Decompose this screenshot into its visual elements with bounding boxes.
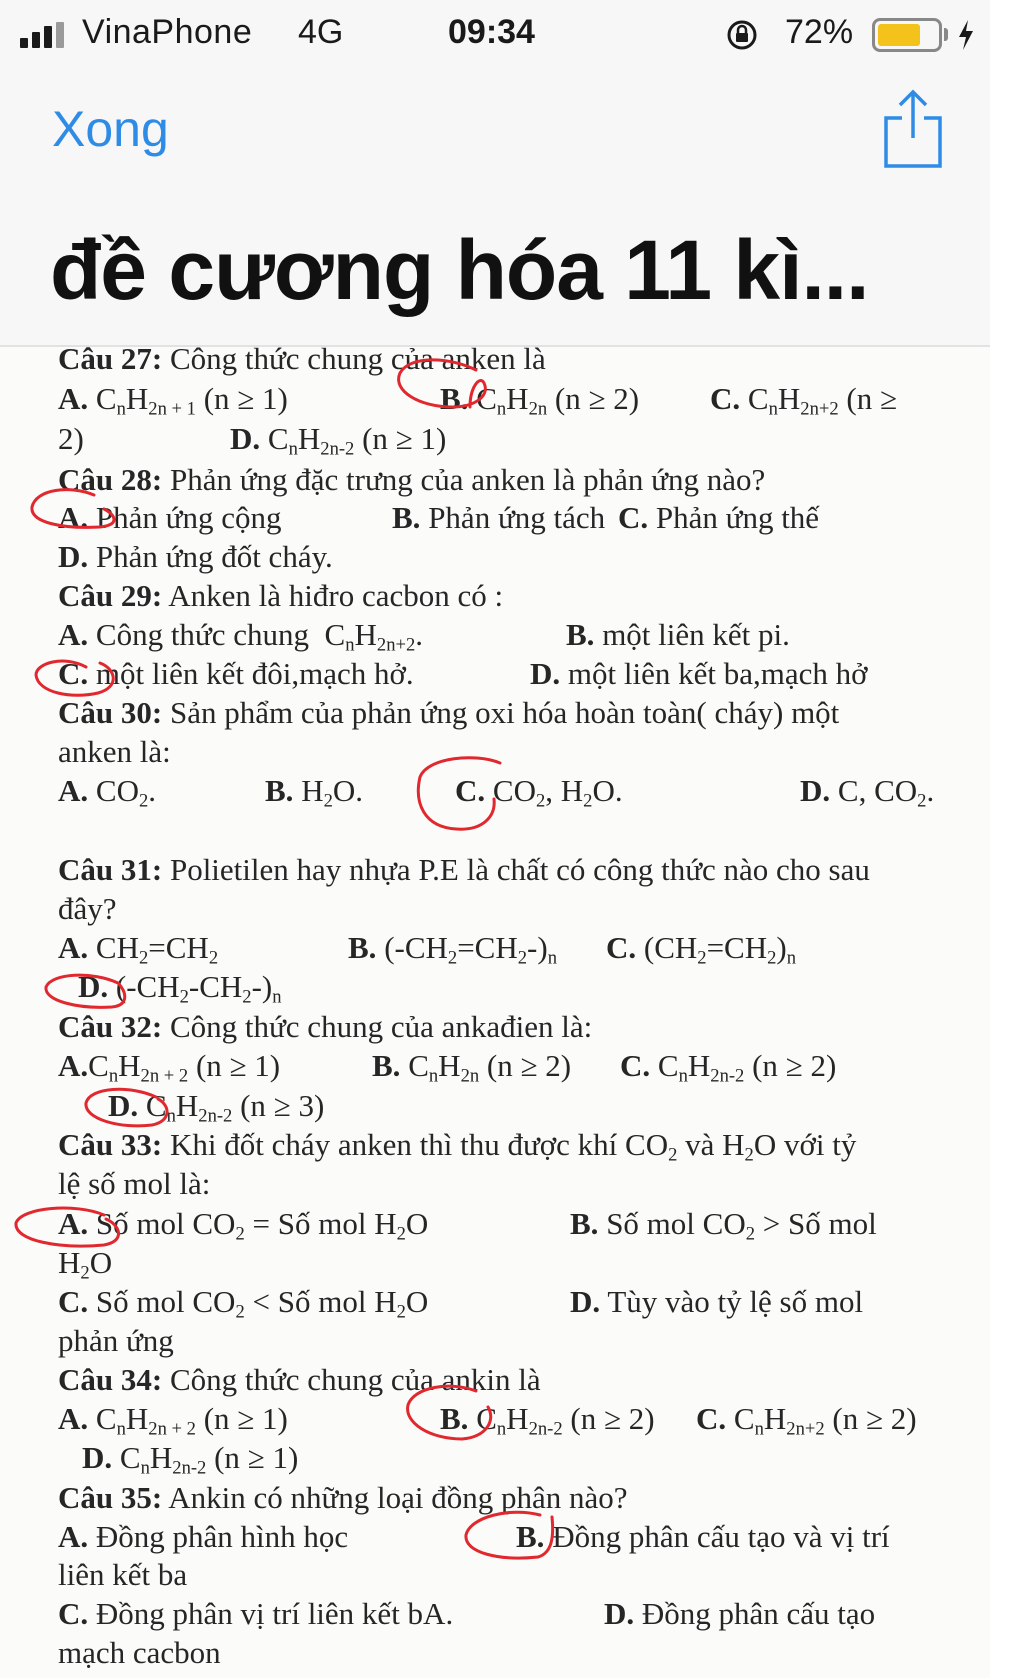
- share-icon[interactable]: [880, 86, 946, 172]
- q27-option-d: D. $C_nH_{2n-2}$ (n ≥ 1): [230, 421, 447, 460]
- question-34: Câu 34: Công thức chung của ankin là: [58, 1362, 541, 1397]
- q34-option-d: D. $C_nH_{2n-2}$ (n ≥ 1): [82, 1440, 299, 1479]
- screen-edge: [990, 0, 1024, 1678]
- q33-option-b: B. Số mol $CO_2$ > Số mol: [570, 1206, 877, 1245]
- q33-option-d-cont: phản ứng: [58, 1323, 174, 1358]
- q28-option-d: D. Phản ứng đốt cháy.: [58, 539, 333, 574]
- q35-option-b-cont: liên kết ba: [58, 1557, 188, 1592]
- q28-option-a: A. Phản ứng cộng: [58, 500, 282, 535]
- question-30: Câu 30: Sản phẩm của phản ứng oxi hóa hoàn toàn( cháy) một: [58, 695, 840, 730]
- q27-option-c: C. $C_nH_{2n+2}$ (n ≥: [710, 381, 897, 420]
- q35-option-d-cont: mạch cacbon: [58, 1635, 221, 1670]
- battery-percent: 72%: [785, 13, 854, 51]
- q27-option-a: A. $C_nH_{2n + 1}$ (n ≥ 1): [58, 381, 288, 420]
- question-33-cont: lệ số mol là:: [58, 1166, 211, 1201]
- q35-option-d: D. Đồng phân cấu tạo: [604, 1596, 876, 1631]
- page-title: đề cương hóa 11 kì...: [50, 223, 869, 317]
- rotation-lock-icon: [725, 18, 759, 52]
- q29-option-d: D. một liên kết ba,mạch hở: [530, 656, 868, 691]
- charging-bolt-icon: [956, 18, 976, 52]
- q34-option-a: A. $C_nH_{2n + 2}$ (n ≥ 1): [58, 1401, 288, 1440]
- question-27: Câu 27: Công thức chung của anken là: [58, 347, 546, 376]
- q28-option-b: B. Phản ứng tách: [392, 500, 606, 535]
- question-29: Câu 29: Anken là hiđro cacbon có :: [58, 578, 504, 613]
- status-bar: [0, 0, 990, 70]
- q35-option-b: B. Đồng phân cấu tạo và vị trí: [516, 1519, 890, 1554]
- q31-option-b: B. $(-CH_2=CH_2-)_n$: [348, 930, 557, 969]
- q30-option-c: C. $CO_2$, $H_2O$.: [455, 773, 623, 812]
- q31-option-c: C. $(CH_2=CH_2)_n$: [606, 930, 797, 969]
- q32-option-a: $A.C_nH_{2n + 2}$ (n ≥ 1): [58, 1048, 281, 1087]
- q33-option-d: D. Tùy vào tỷ lệ số mol: [570, 1284, 864, 1319]
- question-32: Câu 32: Công thức chung của ankađien là:: [58, 1009, 593, 1044]
- q27-option-b: B. $C_nH_{2n}$ (n ≥ 2): [440, 381, 640, 420]
- q31-option-d: D. $(-CH_2-CH_2-)_n$: [78, 969, 282, 1008]
- q27-option-c-cont: 2): [58, 421, 84, 456]
- network-type: 4G: [298, 13, 344, 51]
- q29-option-b: B. một liên kết pi.: [566, 617, 790, 652]
- q33-option-c: C. Số mol $CO_2$ < Số mol $H_2O$: [58, 1284, 429, 1323]
- question-31-cont: đây?: [58, 891, 117, 926]
- q30-option-a: A. $CO_2$.: [58, 773, 157, 812]
- question-35: Câu 35: Ankin có những loại đồng phân nào?: [58, 1480, 628, 1515]
- q32-option-c: C. $C_nH_{2n-2}$ (n ≥ 2): [620, 1048, 837, 1087]
- q35-option-a: A. Đồng phân hình học: [58, 1519, 349, 1554]
- battery-tip: [944, 28, 948, 41]
- signal-icon: [20, 22, 68, 48]
- q30-option-d: D. C, $CO_2$.: [800, 773, 935, 812]
- q30-option-b: B. $H_2O$.: [265, 773, 364, 812]
- q34-option-c: C. $C_nH_{2n+2}$ (n ≥ 2): [696, 1401, 917, 1440]
- question-30-cont: anken là:: [58, 734, 171, 769]
- q32-option-d: D. $C_nH_{2n-2}$ (n ≥ 3): [108, 1088, 325, 1127]
- q29-option-c: C. một liên kết đôi,mạch hở.: [58, 656, 414, 691]
- clock: 09:34: [448, 13, 535, 51]
- q35-option-c: C. Đồng phân vị trí liên kết bA.: [58, 1596, 454, 1631]
- q34-option-b: B. $C_nH_{2n-2}$ (n ≥ 2): [440, 1401, 655, 1440]
- document-viewer[interactable]: [0, 347, 990, 1678]
- battery-fill: [878, 24, 920, 46]
- carrier-name: VinaPhone: [82, 13, 253, 51]
- q28-option-c: C. Phản ứng thế: [618, 500, 820, 535]
- battery-icon: [872, 18, 942, 52]
- question-31: Câu 31: Polietilen hay nhựa P.E là chất có công thức nào cho sau: [58, 852, 870, 887]
- q32-option-b: B. $C_nH_{2n}$ (n ≥ 2): [372, 1048, 572, 1087]
- question-28: Câu 28: Phản ứng đặc trưng của anken là phản ứng nào?: [58, 462, 766, 497]
- question-33: Câu 33: Khi đốt cháy anken thì thu được khí $CO_2$ và $H_2O$ với tỷ: [58, 1127, 857, 1166]
- q31-option-a: A. $CH_2=CH_2$: [58, 930, 219, 969]
- q33-option-a: A. Số mol $CO_2$ = Số mol $H_2O$: [58, 1206, 429, 1245]
- q29-option-a: A. Công thức chung $C_nH_{2n+2}$.: [58, 617, 424, 656]
- done-button[interactable]: Xong: [52, 101, 169, 157]
- q33-option-b-cont: $H_2O$: [58, 1245, 113, 1284]
